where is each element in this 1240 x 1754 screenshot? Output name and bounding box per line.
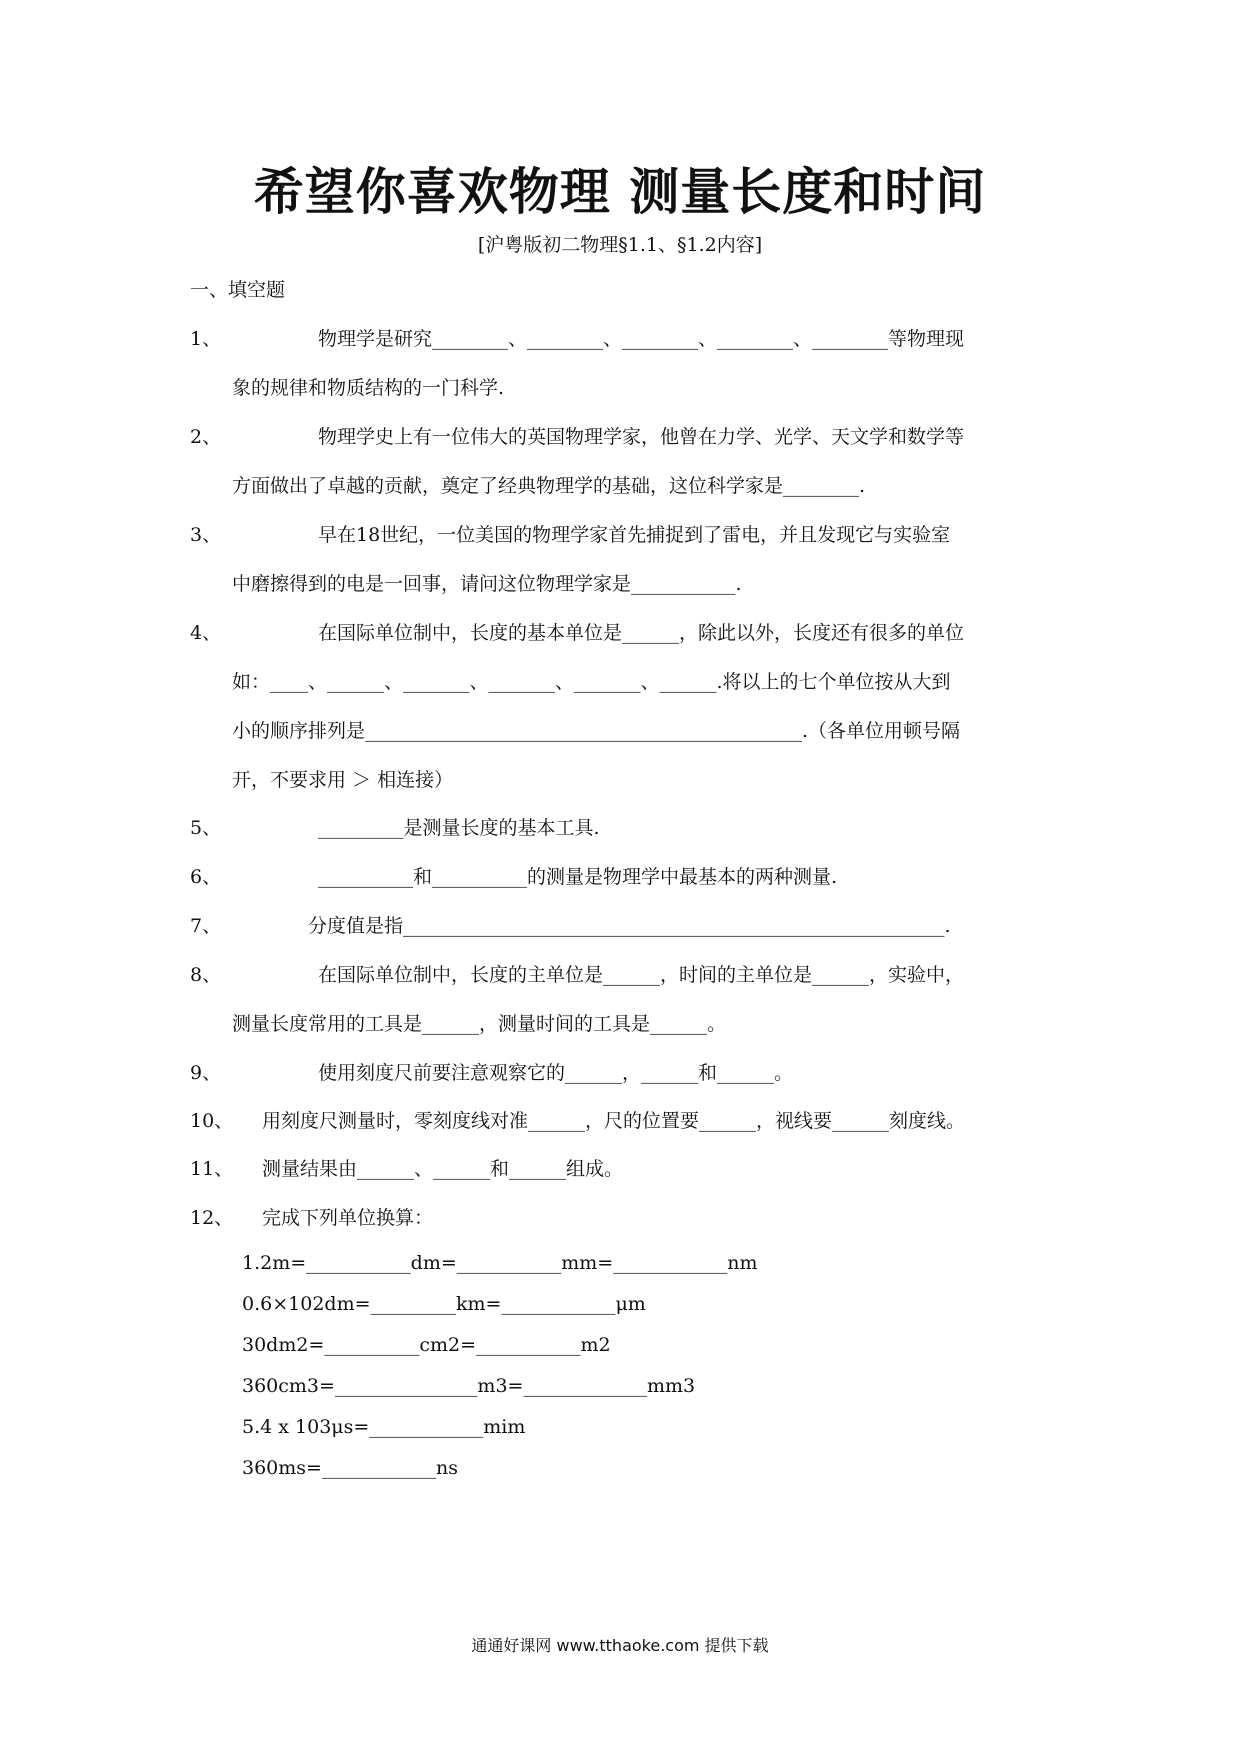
question-text: 测量长度常用的工具是______，测量时间的工具是______。 bbox=[232, 1013, 727, 1035]
page-footer: 通通好课网 www.tthaoke.com 提供下载 bbox=[471, 1636, 769, 1655]
question-number: 10、 bbox=[190, 1110, 234, 1132]
question-text: 物理学是研究________、________、________、________、________等物理现 bbox=[318, 328, 965, 350]
conversion-line: 0.6×102dm=_________km=____________μm bbox=[242, 1293, 646, 1315]
question-number: 6、 bbox=[190, 866, 222, 888]
question-text: 方面做出了卓越的贡献，奠定了经典物理学的基础，这位科学家是________. bbox=[232, 475, 866, 497]
question-text: 中磨擦得到的电是一回事，请问这位物理学家是___________. bbox=[232, 573, 742, 595]
page-subtitle: [沪粤版初二物理§1.1、§1.2内容] bbox=[477, 234, 763, 256]
page-title: 希望你喜欢物理 测量长度和时间 bbox=[253, 163, 987, 221]
question-text: 测量结果由______、______和______组成。 bbox=[262, 1158, 624, 1180]
conversion-line: 1.2m=___________dm=___________mm=____________nm bbox=[242, 1252, 758, 1274]
question-text: 使用刻度尺前要注意观察它的______，______和______。 bbox=[318, 1062, 794, 1084]
question-text: 如：____、______、_______、_______、_______、______.将以上的七个单位按从大到 bbox=[232, 671, 951, 693]
question-number: 4、 bbox=[190, 622, 222, 644]
question-number: 8、 bbox=[190, 964, 222, 986]
question-text: 用刻度尺测量时，零刻度线对准______，尺的位置要______，视线要______刻度线。 bbox=[262, 1110, 966, 1132]
question-number: 11、 bbox=[190, 1158, 234, 1180]
question-text: __________和__________的测量是物理学中最基本的两种测量. bbox=[318, 866, 838, 888]
question-text: 小的顺序排列是______________________________________________.（各单位用顿号隔 bbox=[232, 720, 961, 742]
question-text: 在国际单位制中，长度的主单位是______，时间的主单位是______，实验中， bbox=[318, 964, 965, 986]
question-number: 12、 bbox=[190, 1207, 234, 1229]
question-text: _________是测量长度的基本工具. bbox=[318, 817, 600, 839]
question-number: 1、 bbox=[190, 328, 222, 350]
conversion-line: 5.4 x 103μs=____________mim bbox=[242, 1416, 526, 1438]
conversion-line: 360ms=____________ns bbox=[242, 1457, 458, 1479]
question-text: 物理学史上有一位伟大的英国物理学家，他曾在力学、光学、天文学和数学等 bbox=[318, 426, 965, 448]
question-text: 在国际单位制中，长度的基本单位是______，除此以外，长度还有很多的单位 bbox=[318, 622, 965, 644]
question-text: 分度值是指_________________________________________________________. bbox=[308, 915, 951, 937]
question-text: 开，不要求用 ＞ 相连接） bbox=[232, 769, 454, 791]
question-text: 象的规律和物质结构的一门科学. bbox=[232, 377, 505, 399]
question-number: 7、 bbox=[190, 915, 222, 937]
question-number: 2、 bbox=[190, 426, 222, 448]
question-text: 完成下列单位换算： bbox=[262, 1207, 434, 1229]
question-number: 9、 bbox=[190, 1062, 222, 1084]
section-heading: 一、填空题 bbox=[190, 279, 286, 301]
conversion-line: 30dm2=__________cm2=___________m2 bbox=[242, 1334, 611, 1356]
question-number: 5、 bbox=[190, 817, 222, 839]
conversion-line: 360cm3=_______________m3=_____________mm3 bbox=[242, 1375, 696, 1397]
question-text: 早在18世纪，一位美国的物理学家首先捕捉到了雷电，并且发现它与实验室 bbox=[318, 524, 951, 546]
question-number: 3、 bbox=[190, 524, 222, 546]
